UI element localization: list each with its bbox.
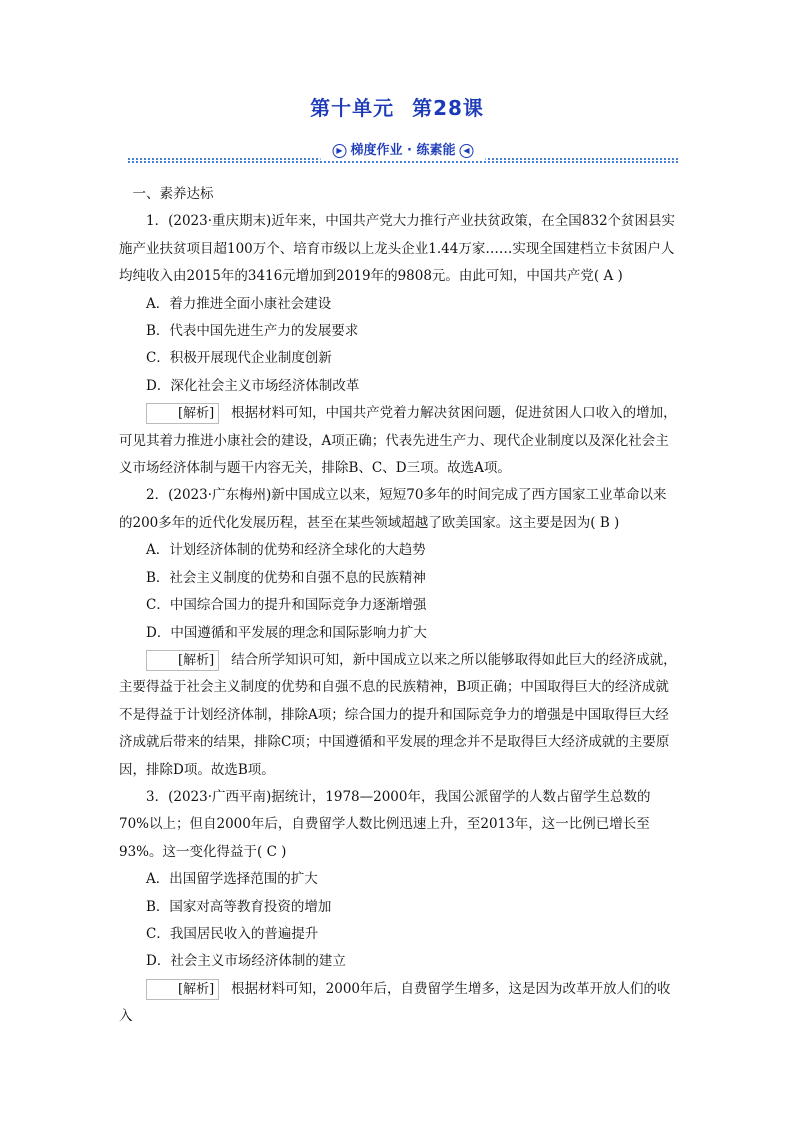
option-b: B．代表中国先进生产力的发展要求 <box>146 323 359 340</box>
lesson-title: 第28课 <box>412 96 484 120</box>
page-title <box>0 92 794 121</box>
option-d: D．社会主义市场经济体制的建立 <box>146 953 346 970</box>
option-b: B．国家对高等教育投资的增加 <box>146 898 332 915</box>
option-a: A．着力推进全面小康社会建设 <box>146 295 332 312</box>
option-d: D．深化社会主义市场经济体制改革 <box>146 377 360 394</box>
analysis-text: 结合所学知识可知，新中国成立以来之所以能够取得如此巨大的经济成就，主要得益于社会主义制度的优势和自强不息的民族精神，B项正确；中国取得巨大的经济成就不是得益于计划经济体制，排除A项；综合国力的提升和国际竞争力的增强是中国取得巨大经济成就后带来的结果，排除C项；中国遵循和平发展的理念并不是取得巨大经济成就的主要原因，排除D项。故选B项。 <box>119 651 677 778</box>
option-c: C．积极开展现代企业制度创新 <box>146 350 332 367</box>
analysis-paragraph <box>119 976 677 1031</box>
section-banner <box>128 139 678 163</box>
option-a: A．出国留学选择范围的扩大 <box>146 871 318 888</box>
play-left-icon: ◀ <box>460 144 474 158</box>
analysis-tag: [解析] <box>146 650 219 671</box>
analysis-text: 根据材料可知，中国共产党着力解决贫困问题，促进贫困人口收入的增加，可见其着力推进小康社会的建设，A项正确；代表先进生产力、现代企业制度以及深化社会主义市场经济体制与题干内容无关，排除B、C、D三项。故选A项。 <box>119 405 677 477</box>
unit-title: 第十单元 <box>310 96 395 120</box>
option-a: A．计划经济体制的优势和经济全球化的大趋势 <box>146 542 426 559</box>
analysis-tag: [解析] <box>146 403 219 424</box>
dotted-divider <box>128 161 678 163</box>
document-body <box>119 181 677 1031</box>
question-3 <box>119 784 677 1031</box>
question-stem: 2．(2023·广东梅州)新中国成立以来，短短70多年的时间完成了西方国家工业革命以来的200多年的近代化发展历程，甚至在某些领域超越了欧美国家。这主要是因为( B ) <box>119 487 667 531</box>
question-stem: 1．(2023·重庆期末)近年来，中国共产党大力推行产业扶贫政策，在全国832个贫困县实施产业扶贫项目超100万个、培育市级以上龙头企业1.44万家……实现全国建档立卡贫困户人均纯收入由2015年的3416元增加到2019年的9808元。由此可知，中国共产党( A ) <box>119 213 676 285</box>
option-d: D．中国遵循和平发展的理念和国际影响力扩大 <box>146 624 427 641</box>
question-2 <box>119 482 677 783</box>
question-1 <box>119 208 677 482</box>
section-heading: 一、素养达标 <box>132 186 214 202</box>
option-c: C．我国居民收入的普遍提升 <box>146 925 319 942</box>
option-b: B．社会主义制度的优势和自强不息的民族精神 <box>146 569 426 586</box>
option-c: C．中国综合国力的提升和国际竞争力逐渐增强 <box>146 597 427 614</box>
analysis-paragraph <box>119 647 677 784</box>
play-right-icon: ▶ <box>333 144 347 158</box>
badge-label: 梯度作业 · 练素能 <box>350 143 456 158</box>
analysis-tag: [解析] <box>146 979 219 1000</box>
analysis-text: 根据材料可知，2000年后，自费留学生增多，这是因为改革开放人们的收入 <box>119 980 671 1025</box>
analysis-paragraph <box>119 400 677 482</box>
practice-badge <box>321 141 486 161</box>
question-stem: 3．(2023·广西平南)据统计，1978—2000年，我国公派留学的人数占留学生总数的70%以上；但自2000年后，自费留学人数比例迅速上升，至2013年，这一比例已增长至93%。这一变化得益于( C ) <box>119 788 651 860</box>
